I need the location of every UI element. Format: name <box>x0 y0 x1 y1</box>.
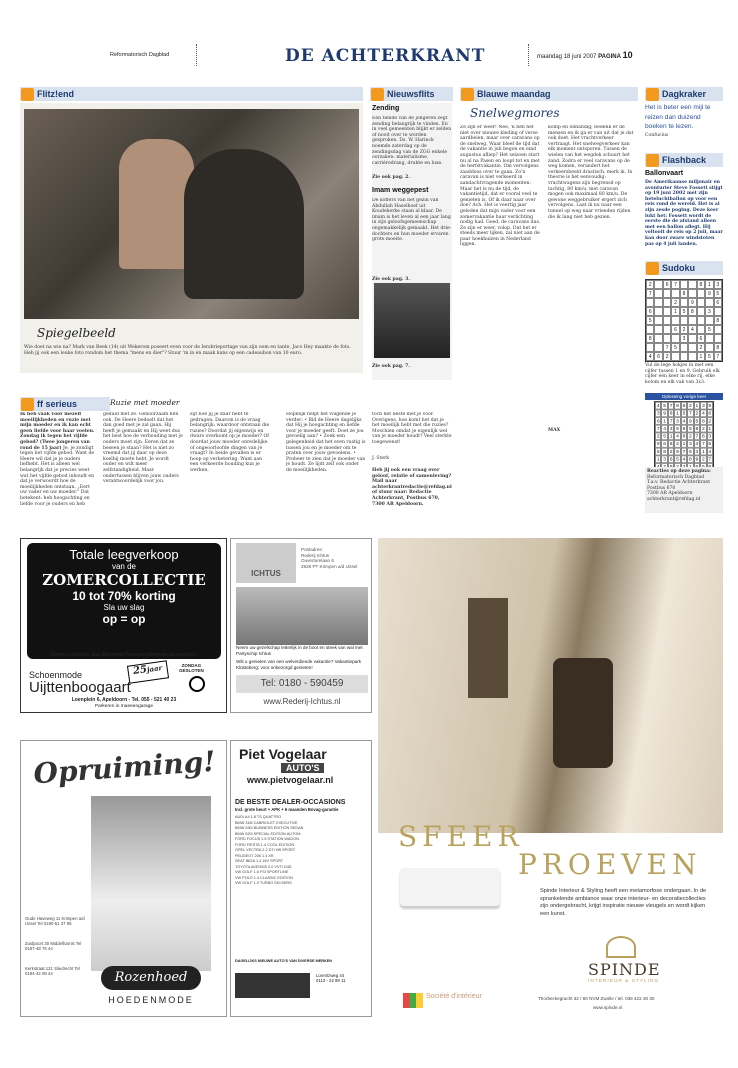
vogelaar-contact: Lorentzweg 44 0113 - 22 99 11 <box>316 973 346 983</box>
section-blauwe-maandag: Blauwe maandag <box>460 87 638 101</box>
divider <box>528 44 529 66</box>
sudoku-cell: 2 <box>695 411 699 417</box>
flitzend-title: Spiegelbeeld <box>37 326 116 340</box>
sudoku-cell: 8 <box>688 307 696 316</box>
divider <box>196 44 197 66</box>
sudoku-cell: 7 <box>669 403 673 409</box>
spinde-address: Thorbeckegracht 32 / 80 NVM Zwolle / tel. 038 422 30 30 <box>538 996 655 1001</box>
sudoku-cell <box>663 325 671 334</box>
sudoku-cell: 9 <box>688 298 696 307</box>
sudoku-cell: 5 <box>708 441 712 447</box>
reacties-lines <box>647 475 721 503</box>
column-title: Snelwegmores <box>470 106 560 120</box>
sudoku-cell <box>663 289 671 298</box>
armchair-figure <box>553 658 613 768</box>
sudoku-cell <box>654 334 662 343</box>
serieus-signer: J. Sterk <box>372 456 390 461</box>
column-text-1: Ze zijn er weer! Nee, 'k heb het niet over nieuwe kleding of verse aardbeien, maar over caravans op de snelweg. Waar bleef de tijd dat de vakantie in juli begon en eind augustus afliep? Het seizoen start nu al na Pasen en loopt tot en met de herfstvakantie. Om vervolgens zaaddoos over te gaan. Zo'n caravan is niet verkeerd in aandachtvragende momenten. Maar het is nu de tijd, de vakantietijd, dat er vooral veel te genieten is. Of ik daar naar over doe? Ach. Het is veertig jaar geleden dat mijn vader voor een zomervakantie haar verlichting nodig had. Goed, de caravans dus. Ze zijn er weer, volop. Dat het er steeds meer lijken, zal niet aan de paar hoekhuizen in Nederland liggen. <box>460 125 541 248</box>
ad1-l6: op = op <box>102 612 146 626</box>
serieus-intro: Ik heb vaak voor mezelf moeilijkheden en ruzie met mijn moeder en ik kan echt geen liefde voor haar voelen. Zondag ik tegen het vijfde gebod? (Twee jongeren van rond de 15 jaar) <box>20 412 95 451</box>
sudoku-cell: 2 <box>708 418 712 424</box>
sofa-figure <box>400 868 500 906</box>
sudoku-cell: 3 <box>708 434 712 440</box>
reacties-label: Reacties op deze pagina: <box>647 469 711 474</box>
memorial-ref: Zie ook pag. 7. <box>372 364 410 369</box>
sudoku-cell: 8 <box>676 403 679 409</box>
sudoku-cell: 8 <box>714 343 722 352</box>
sudoku-cell: 6 <box>689 449 692 455</box>
ichtus-logo: ICHTUS <box>236 543 296 583</box>
sudoku-cell: 3 <box>663 457 667 463</box>
column-text-2: komp en onhandig; bedenk er de mensen en ik ga er van uit dat je dat ook doet. Het vrachtverkeer vertraagt. Het snelwegverkeer kan elk moment ontsporen. Tussen de wielen van het wegdek schuurt het zand. Zodra er veel caravans op de weg komen, verandert het verkeersbeeld drastisch, merk ik. In theorie is het eenvoudig: vrachtwagens zijn begrensd op tachtig, 80 km/u, met caravan mogen ook maximaal 80 km/u. De gewone weggebruiker ergert zich vervolgens. Laat ik nu naar een tunnel op weg naar vrienden rijden die ik lang niet heb gezien. <box>548 125 634 220</box>
sudoku-cell: 3 <box>676 418 679 424</box>
sudoku-cell <box>654 280 662 289</box>
reacties-line: achterkrant@refdag.nl <box>647 496 701 502</box>
sudoku-cell <box>654 343 662 352</box>
sudoku-cell: 8 <box>697 280 705 289</box>
sudoku-cell: 7 <box>682 449 686 455</box>
sudoku-cell: 6 <box>676 426 679 432</box>
sudoku-cell <box>680 352 688 361</box>
sudoku-cell: 7 <box>695 434 699 440</box>
sudoku-cell <box>714 307 722 316</box>
sudoku-cell: 9 <box>689 418 692 424</box>
sudoku-cell: 2 <box>680 325 688 334</box>
boy-figure <box>119 139 194 269</box>
sudoku-cell: 1 <box>697 352 705 361</box>
paper-name: Reformatorisch Dagblad <box>110 52 170 58</box>
sudoku-cell: 6 <box>708 411 712 417</box>
occasion-row: BMW 530i BUSINESS EDITION SEDAN <box>235 826 304 830</box>
vogelaar-name: Piet Vogelaar <box>239 746 327 762</box>
sudoku-cell: 9 <box>656 441 660 447</box>
shop-name-1: Schoenmode <box>29 670 83 680</box>
sudoku-cell: 6 <box>646 307 654 316</box>
imam-ref: Zie ook pag. 3. <box>372 277 410 282</box>
sudoku-cell <box>705 334 713 343</box>
sudoku-cell: 5 <box>646 316 654 325</box>
blauwe-icon <box>461 88 474 101</box>
sudoku-cell: 2 <box>663 352 671 361</box>
sudoku-cell: 8 <box>682 434 686 440</box>
sudoku-cell: 6 <box>663 280 671 289</box>
sudoku-cell: 4 <box>682 457 686 463</box>
sudoku-cell: 5 <box>682 411 686 417</box>
zending-heading: Zending <box>372 105 400 112</box>
sudoku-cell: 2 <box>689 403 692 409</box>
sudoku-cell <box>671 316 679 325</box>
sudoku-cell: 8 <box>669 411 673 417</box>
sudoku-cell: 8 <box>646 334 654 343</box>
sudoku-cell <box>654 289 662 298</box>
sudoku-cell: 5 <box>680 307 688 316</box>
ad1-l1: Totale leegverkoop <box>69 547 179 562</box>
sudoku-cell: 5 <box>676 457 679 463</box>
rozenhoed-address-2: Zuidpoort 30 Middelharnis Tel 0187-48 76 44 <box>25 941 82 952</box>
quote-author: Confucius <box>645 133 669 138</box>
ad1-l5: Sla uw slag <box>103 603 145 612</box>
sudoku-cell: 1 <box>669 434 673 440</box>
sudoku-cell: 5 <box>656 449 660 455</box>
sudoku-cell: 4 <box>646 352 654 361</box>
section-flitzend: Flitz!end <box>20 87 363 101</box>
serieus-text-2: geduld met ze. Gehoorzaam hen ook. De Heere bedoelt dat het dan goed met je zal gaan. Hij heeft je gemaakt en Hij weet dus het best hoe de verhouding met je ouders moet zijn. Eeren dat ze beseen je staan? Het is niet zo vreemd dat jij daar op deze koelbij moete hebt. Je wordt ouder en wilt meer zelfstandigheid. Maar ondertussen blijven jouw ouders verantwoordelijk voor jou. <box>103 412 183 485</box>
sudoku-cell: 5 <box>705 325 713 334</box>
ad-rozenhoed[interactable] <box>20 740 227 1017</box>
sudoku-cell: 6 <box>714 298 722 307</box>
sudoku-cell <box>688 343 696 352</box>
ad1-l2: van de <box>111 562 137 571</box>
sudoku-cell <box>663 316 671 325</box>
sudoku-cell: 2 <box>669 449 673 455</box>
boy-dog-photo <box>24 109 359 319</box>
societe-icon <box>403 993 423 1008</box>
sudoku-cell: 8 <box>680 289 688 298</box>
section-dagkraker: Dagkraker <box>645 87 723 101</box>
solution-grid <box>654 401 714 472</box>
sudoku-cell: 7 <box>669 418 673 424</box>
sudoku-cell <box>663 307 671 316</box>
sudoku-cell: 9 <box>695 457 699 463</box>
sudoku-cell <box>646 343 654 352</box>
flashback-text: De Amerikaanse miljonair en avonturier Steve Fossett stijgt op 19 juni 2002 met zijn heteluchtballon op voor een reis rond de wereld. Het is al zijn zesde poging. Deze keer lukt het: Fossett wordt de eerste die de afstand alleen met een ballon aflegt. Hij voltooit de reis op 2 juli, maar kan door zware windstoten pas op 4 juli landen. <box>645 180 723 247</box>
spinde-website[interactable]: www.spinde.nl <box>593 1005 623 1010</box>
reacties-line: Postbus 670 <box>647 485 676 491</box>
sudoku-cell: 3 <box>669 426 673 432</box>
sudoku-cell: 1 <box>656 457 660 463</box>
sudoku-cell: 6 <box>671 325 679 334</box>
sudoku-cell: 2 <box>656 434 660 440</box>
sudoku-cell: 1 <box>695 403 699 409</box>
sudoku-cell: 8 <box>701 418 705 424</box>
sudoku-cell: 1 <box>676 411 679 417</box>
rozenhoed-footer: HOEDENMODE <box>108 995 194 1005</box>
reacties-line: T.a.v. Redactie Achterkrant <box>647 480 711 486</box>
sudoku-cell: 9 <box>705 289 713 298</box>
serieus-title: Ruzie met moeder <box>110 398 180 407</box>
sudoku-cell <box>688 316 696 325</box>
sudoku-grid <box>645 279 723 362</box>
party-boat-photo <box>236 587 368 645</box>
occasion-row: FORD FIESTA 1.4 COOL EDITION <box>235 842 295 847</box>
occasion-row: PEUGEOT 206 1.4 XR <box>235 853 274 858</box>
sudoku-instructions: Vul de lege hokjes in met een cijfer tussen 1 en 9. Gebruik elk cijfer één keer in elke rij, elke kolom en elk vak van 3x3. <box>645 363 720 385</box>
sudoku-cell <box>714 325 722 334</box>
ichtus-website[interactable]: www.Rederij-Ichtus.nl <box>263 697 341 706</box>
sudoku-cell: 2 <box>697 343 705 352</box>
rozenhoed-address-1: Oude Haveweg 11 Krimpen a/d IJssel Tel 0180-51 37 95 <box>25 916 85 927</box>
column-signoff: MAX <box>548 428 561 433</box>
zending-ref: Zie ook pag. 2. <box>372 175 410 180</box>
spinde-crown-icon <box>606 936 636 958</box>
flitzend-panel <box>20 103 363 373</box>
page-title: DE ACHTERKRANT <box>285 46 486 66</box>
opruiming-title: Opruiming! <box>32 744 217 791</box>
sudoku-cell <box>697 325 705 334</box>
quote-text: Het is beter een mijl te reizen dan duizend boeken te lezen. <box>645 104 711 130</box>
sudoku-cell <box>671 334 679 343</box>
closed-label: ZONDAG GESLOTEN <box>179 663 204 673</box>
memorial-photo <box>374 283 450 358</box>
sudoku-icon <box>646 262 659 275</box>
sudoku-cell: 6 <box>697 334 705 343</box>
interior-photo <box>378 538 723 833</box>
occasion-row: BMW 520i SPECIAL EDITION AUTOM. <box>235 831 302 836</box>
sudoku-cell: 4 <box>688 325 696 334</box>
occasion-row: VW GOLF 1.9 TURBO SDI 5DRS <box>235 881 292 885</box>
ichtus-line-2: Wilt u genieten van een welverdiende vakantie? Vakantiepark Klüsteberg; voor onbezorgd genieten! <box>236 659 362 670</box>
sudoku-cell: 6 <box>654 352 662 361</box>
sudoku-cell: 5 <box>671 343 679 352</box>
sudoku-cell: 1 <box>705 280 713 289</box>
sudoku-cell: 3 <box>714 280 722 289</box>
zending-text: Een tiende van de jongeren zegt zending belangrijk te vinden. En in veel gemeenten blijkt er zelden of nooit over te worden gesproken. Ds. W. Harinck noemde zaterdag op de zendingsdag van de ZGG enkele oorzaken: materialisme, carrièredrang, drukte en luxe. <box>372 116 452 166</box>
occasion-row: FORD FOCUS 1.6 STATION WAGON <box>235 837 300 841</box>
sudoku-cell <box>697 307 705 316</box>
occasion-list <box>235 815 369 887</box>
sudoku-cell: 1 <box>708 426 712 432</box>
sudoku-cell <box>705 298 713 307</box>
sudoku-cell <box>680 343 688 352</box>
date-line: maandag 18 juni 2007 PAGINA 10 <box>537 50 633 60</box>
ichtus-postadres: Postadres: Rederij Ichtus Ouverturelaan 6 2926 PT Krimpen a/d IJssel <box>301 547 358 569</box>
vogelaar-sub: AUTO'S <box>281 763 324 773</box>
section-nieuwsflits: Nieuwsflits <box>370 87 453 101</box>
sudoku-cell: 4 <box>676 434 679 440</box>
ad-spinde[interactable] <box>378 538 723 1018</box>
spinde-text: Spinde Interieur & Styling heeft een metamorfose ondergaan. In de sprankelende ambiance waar onze interieur- en decoratiecollecties zijn ondergebracht, krijgt inspiratie nieuwe vleugels en wordt kijken een kunst. <box>540 888 707 917</box>
section-sudoku: Sudoku <box>645 261 723 275</box>
occasion-row: VW POLO 1.4 CLASSIC EDITION <box>235 875 293 880</box>
vogelaar-subtitle: Incl. grote beurt + APK + 6 maanden Bovag-garantie <box>235 807 339 812</box>
nieuwsflits-panel <box>372 103 452 380</box>
sfeer-heading: SFEER <box>398 820 524 853</box>
sudoku-cell: 7 <box>689 411 692 417</box>
sudoku-cell <box>663 334 671 343</box>
sudoku-cell: 6 <box>656 418 660 424</box>
sudoku-cell: 1 <box>682 441 686 447</box>
sudoku-cell <box>688 334 696 343</box>
sudoku-cell <box>697 316 705 325</box>
serieus-text-4: Hopelijk helpt het volgende je verder: • Bid de Heere dagelijks dat Hij je hoogachting en liefde voor je moeder geeft. Doet ze jou gevoelig aan? • Zoek een gelegenheid dat het even rustig is tussen jou en je moeder om te praten over jouw gevoelens. • Probeer te zien dat je moeder van je houdt. Ze lijdt zelf ook onder de moeilijkheden. <box>286 412 366 473</box>
sudoku-cell: 4 <box>656 403 660 409</box>
closed-icon <box>189 676 205 692</box>
sudoku-cell: 7 <box>656 426 660 432</box>
nieuwsflits-icon <box>371 88 384 101</box>
sudoku-cell: 6 <box>669 457 673 463</box>
sudoku-cell: 9 <box>663 411 667 417</box>
sudoku-cell <box>646 325 654 334</box>
sudoku-cell: 4 <box>695 441 699 447</box>
sudoku-cell <box>680 280 688 289</box>
sudoku-cell: 7 <box>646 289 654 298</box>
sudoku-cell <box>705 343 713 352</box>
reacties-line: Reformatorisch Dagblad <box>647 474 705 480</box>
sudoku-cell <box>688 289 696 298</box>
occasion-row: TOYOTA AVENSIS 2.0 VVTI D4D <box>235 864 292 869</box>
ad-piet-vogelaar[interactable] <box>230 740 372 1017</box>
sudoku-cell: 4 <box>701 411 705 417</box>
sudoku-cell: 4 <box>682 418 686 424</box>
anniversary-badge: 25jaar <box>127 660 169 683</box>
sudoku-cell: 5 <box>663 403 667 409</box>
sudoku-cell: 9 <box>682 426 686 432</box>
solution-label: Oplossing vorige keer <box>645 393 723 400</box>
sudoku-cell: 5 <box>714 289 722 298</box>
sudoku-cell: 2 <box>646 280 654 289</box>
sudoku-cell <box>697 289 705 298</box>
ichtus-phone: Tel: 0180 - 590459 <box>236 675 368 693</box>
shop-address: Loenplein 6, Apeldoorn - Tel. 055 - 521 40 23 <box>71 697 177 703</box>
sudoku-cell: 3 <box>695 449 699 455</box>
serieus-icon <box>21 398 34 411</box>
reacties-line: 7300 AR Apeldoorn <box>647 491 693 497</box>
sudoku-cell: 8 <box>689 457 692 463</box>
flitzend-caption: Wie doet na wie na? Mark van Beek (14) uit Wekerom poseert even voor de Iersbrieportage van zijn oom en tante, Jaco Hey maakte de foto. Heb jij ook een leuke foto rondom het thema "mens en dier"? Stuur 'm in en maak kans op een cadeaubon van 10 euro. <box>24 345 351 356</box>
sudoku-cell <box>646 298 654 307</box>
sudoku-cell: 7 <box>663 343 671 352</box>
sudoku-cell <box>663 298 671 307</box>
plant-figure <box>468 598 508 698</box>
sudoku-cell <box>671 352 679 361</box>
hat-model-photo <box>91 796 211 971</box>
sudoku-cell: 7 <box>708 457 712 463</box>
sudoku-cell: 3 <box>689 441 692 447</box>
occasion-row: SEAT IBIZA 1.4 16V SPORT <box>235 859 284 863</box>
serieus-column-1 <box>20 412 96 512</box>
societe-logo: Société d'intérieur <box>426 993 482 1000</box>
imam-text: De koffers van het gezin van Abdullah Haselhoef uit Koudekerke staan al klaar. De imam is het leven al een jaar lang in zijn geloofsgemeenschap ongemakkelijk gemaakt. Het drie-dochters en hun moeder ervaren grote moeite. <box>372 198 452 243</box>
sudoku-cell <box>680 316 688 325</box>
ad-shoes-banner <box>27 543 221 659</box>
shop-name-2: Uijttenboogaart <box>29 679 131 696</box>
serieus-text-5: toch het beste met je voor. Overigens, hoe komt het dat je het moeilijk hebt met die ruzies? Moschien omdat je eigenlijk wel van je moeder houdt? Veel sterkte toegewenst! <box>372 412 452 445</box>
sudoku-cell: 2 <box>676 441 679 447</box>
sudoku-cell: 3 <box>680 334 688 343</box>
sudoku-cell: 5 <box>695 418 699 424</box>
ad-shoes[interactable] <box>20 538 227 713</box>
sudoku-cell: 4 <box>708 449 712 455</box>
occasion-row: VW GOLF 1.6 FSI SPORTLINE <box>235 870 289 874</box>
spinde-brand-sub: INTERIEUR & STYLING <box>588 979 660 984</box>
sudoku-cell: 7 <box>714 352 722 361</box>
ad-ichtus[interactable] <box>230 538 372 713</box>
sudoku-cell: 1 <box>671 307 679 316</box>
sudoku-cell: 8 <box>669 441 673 447</box>
sudoku-cell: 5 <box>705 352 713 361</box>
sudoku-cell: 8 <box>695 426 699 432</box>
serieus-footer: Heb jij ook een vraag over geloof, relatie of samenleving? Mail naar achterkrantredactie@refdag.nl of stuur naar: Redactie Achterkrant, Postbus 670, 7300 AR Apeldoorn. <box>372 468 452 507</box>
dog-figure <box>184 149 304 299</box>
occasion-row: AUDI A4 1.8 TS QUATTRO <box>235 815 282 819</box>
rozenhoed-logo: Rozenhoed <box>101 966 201 990</box>
ad1-l3: ZOMERCOLLECTIE <box>42 571 206 589</box>
sudoku-cell: 8 <box>714 316 722 325</box>
sudoku-cell: 7 <box>701 441 705 447</box>
vogelaar-website[interactable]: www.pietvogelaar.nl <box>247 775 334 785</box>
sudoku-cell <box>697 298 705 307</box>
sudoku-cell <box>688 352 696 361</box>
occasion-row: BMW 318i CABRIOLET EXECUTIVE <box>235 820 298 825</box>
spinde-brand: SPINDE <box>588 960 661 979</box>
serieus-text-1: Je, je zondigt tegen het vijfde gebod. Want de Heere wil dat je je ouders liefhebt. Het is alleen wel belangrijk dat je precies weet wat het vijfde gebod inhoudt en dat je verwoordt hoe de moeilijkheden ontstaan. „Eert uw vader en uw moeder." Dat betekent: heb hoogachting en liefde voor je ouders en heb <box>20 445 95 507</box>
sudoku-cell <box>654 316 662 325</box>
sudoku-cell <box>705 316 713 325</box>
vogelaar-title: DE BESTE DEALER-OCCASIONS <box>235 799 346 806</box>
sudoku-cell: 3 <box>705 307 713 316</box>
sudoku-cell: 3 <box>656 411 660 417</box>
sudoku-cell: 6 <box>663 441 667 447</box>
flashback-title: Ballonvaart <box>645 170 684 177</box>
flitzend-icon <box>21 88 34 101</box>
sudoku-cell: 6 <box>701 434 705 440</box>
sudoku-cell: 2 <box>689 434 692 440</box>
sudoku-cell <box>654 307 662 316</box>
rozenhoed-address-3: Kerkstraat 121 Sliedrecht Tel 0184-42 08 44 <box>25 966 80 977</box>
vogelaar-foot: DAGELIJKS NIEUWE AUTO'S VAN DIVERSE MERKEN <box>235 959 333 963</box>
sudoku-cell: 1 <box>701 449 705 455</box>
shop-parking: Parkeren in maeeengarage <box>94 704 154 709</box>
sudoku-cell <box>654 325 662 334</box>
ad1-l4: 10 tot 70% korting <box>72 589 176 603</box>
sudoku-cell: 3 <box>701 403 705 409</box>
sudoku-cell: 9 <box>708 403 712 409</box>
sudoku-cell: 4 <box>663 426 667 432</box>
sudoku-cell: 5 <box>689 426 692 432</box>
sudoku-cell: 9 <box>676 449 679 455</box>
sudoku-cell: 2 <box>701 426 705 432</box>
sudoku-cell: 2 <box>671 298 679 307</box>
occasion-row: OPEL VECTRA 2.2 DTI HB SPORT <box>235 848 296 852</box>
sudoku-cell <box>671 289 679 298</box>
sudoku-cell <box>654 298 662 307</box>
sudoku-cell <box>680 298 688 307</box>
dealer-logos <box>235 973 310 998</box>
section-flashback: Flashback <box>645 153 723 167</box>
ad1-l7: Grote collectie van Bommel herenschoenen afgeprijsd. <box>50 652 198 658</box>
sudoku-cell: 7 <box>671 280 679 289</box>
sudoku-cell: 1 <box>663 418 667 424</box>
serieus-text-3: zijt hoe jij je daar hebt te gedragen. Daarom is de vraag belangrijk: waardoor ontstaan die ruzies? Doordat jij eigenwijs en dwars overkomt op je moeder? Of doordat jouw moeder onredelijke of ongeoorloofde dingen van je vraagt? In beide gevallen is er hoop op verbetering. Want aan een verkeerde houding kun je werken. <box>190 412 270 473</box>
proeven-heading: PROEVEN <box>518 848 702 881</box>
dagkraker-icon <box>646 88 659 101</box>
sudoku-cell: 2 <box>701 457 705 463</box>
sudoku-cell: 6 <box>682 403 686 409</box>
flashback-icon <box>646 154 659 167</box>
reacties-box <box>645 467 723 513</box>
sudoku-cell: 8 <box>663 449 667 455</box>
ichtus-line-1: Neem uw gezelschap letterlijk in de boot en steek van wal met Partyschip Ichtus <box>236 645 363 656</box>
section-ff-serieus: ff serieus <box>20 397 110 411</box>
sudoku-cell <box>714 334 722 343</box>
sudoku-cell <box>688 280 696 289</box>
sudoku-cell: 5 <box>663 434 667 440</box>
imam-heading: Imam weggepest <box>372 187 429 194</box>
